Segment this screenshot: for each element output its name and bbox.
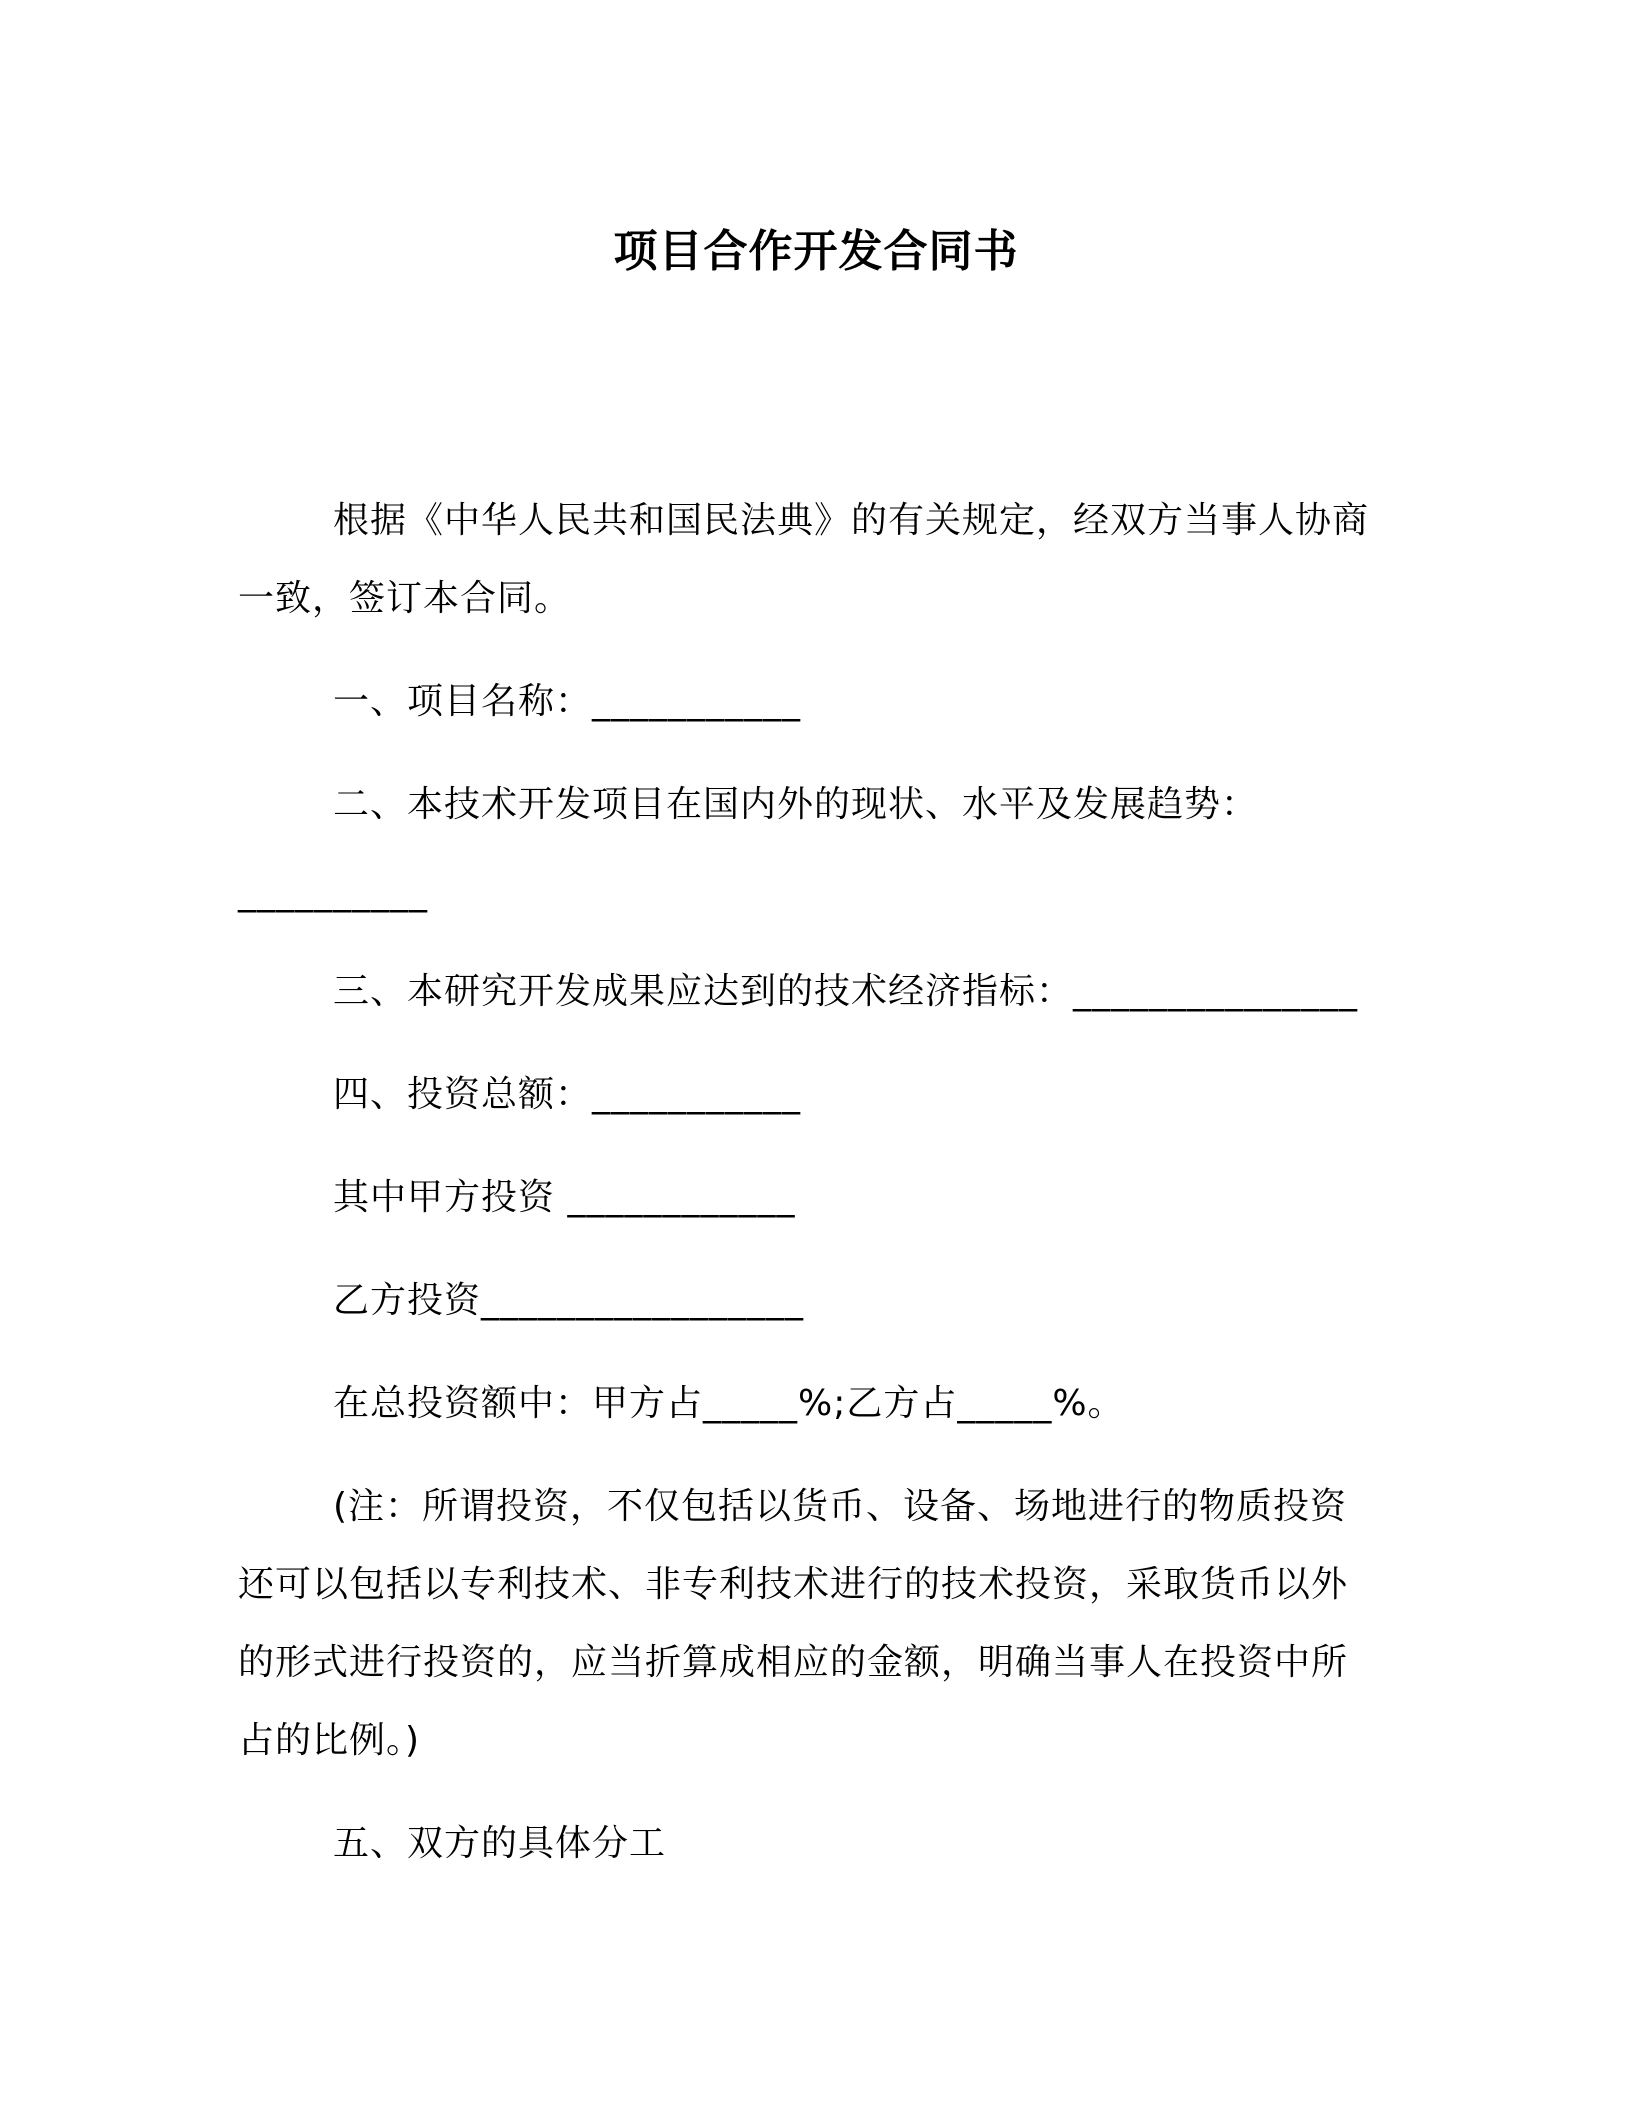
document-title: 项目合作开发合同书 — [613, 226, 1019, 277]
note-line-2: 还可以包括以专利技术、非专利技术进行的技术投资，采取货币以外 — [238, 1564, 1349, 1605]
party-b-investment: 乙方投资_________________ — [333, 1280, 805, 1321]
note-line-3: 的形式进行投资的，应当折算成相应的金额，明确当事人在投资中所 — [238, 1642, 1349, 1683]
intro-line-2: 一致，签订本合同。 — [238, 578, 572, 619]
intro-line-1: 根据《中华人民共和国民法典》的有关规定，经双方当事人协商 — [333, 500, 1370, 541]
item-division-of-work: 五、双方的具体分工 — [333, 1823, 667, 1864]
note-line-4: 占的比例。) — [238, 1720, 421, 1761]
item-project-name: 一、项目名称：___________ — [333, 681, 802, 722]
note-line-1: (注：所谓投资，不仅包括以货币、设备、场地进行的物质投资 — [333, 1486, 1348, 1527]
investment-share: 在总投资额中：甲方占_____%;乙方占_____%。 — [333, 1383, 1125, 1424]
item-total-investment: 四、投资总额：___________ — [333, 1074, 802, 1115]
item-tech-indicators: 三、本研究开发成果应达到的技术经济指标：_______________ — [333, 971, 1359, 1012]
item-status-trend: 二、本技术开发项目在国内外的现状、水平及发展趋势： — [333, 784, 1259, 825]
item-status-trend-blank: __________ — [238, 872, 428, 913]
party-a-investment: 其中甲方投资 ____________ — [333, 1177, 796, 1218]
